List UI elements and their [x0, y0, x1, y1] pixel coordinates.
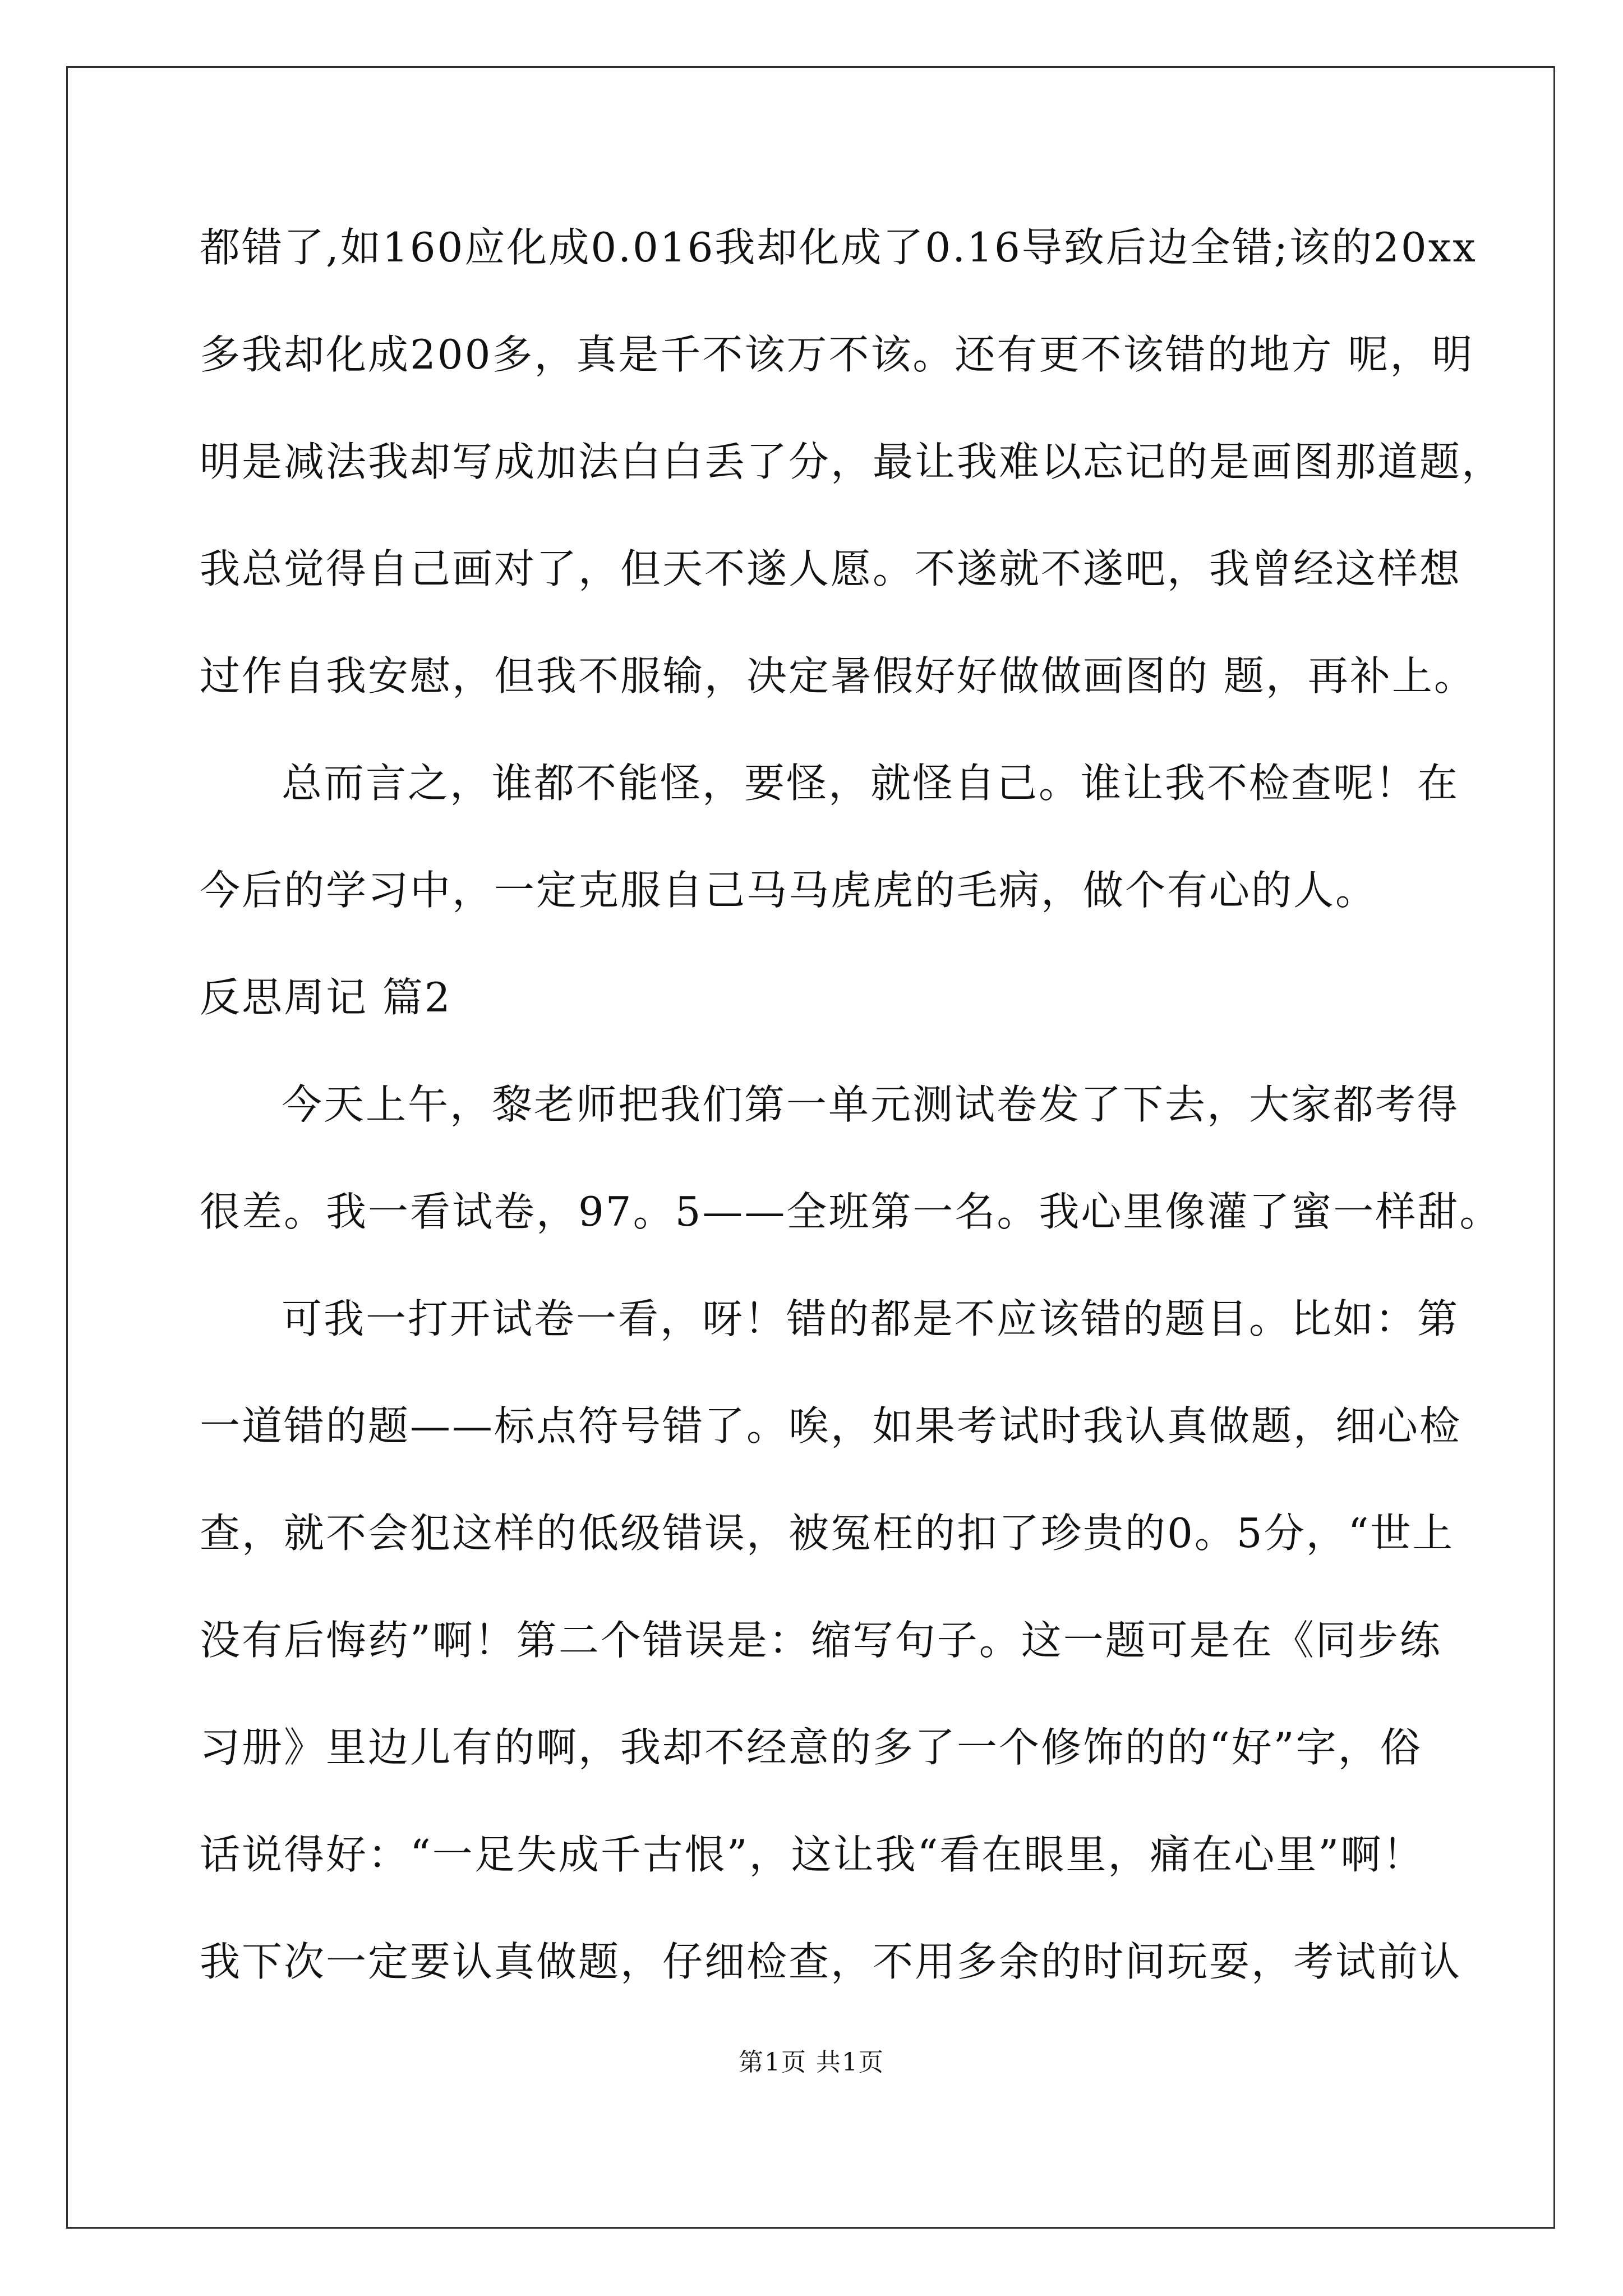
body-line: 我总觉得自己画对了，但天不遂人愿。不遂就不遂吧，我曾经这样想	[200, 545, 1462, 592]
body-line: 可我一打开试卷一看，呀！错的都是不应该错的题目。比如：第	[282, 1295, 1460, 1342]
document-body	[200, 224, 1504, 2049]
body-line: 都错了,如160应化成0.016我却化成了0.16导致后边全错;该的20xx	[200, 224, 1477, 271]
body-line: 我下次一定要认真做题，仔细检查，不用多余的时间玩耍，考试前认	[200, 1938, 1462, 1985]
body-line: 一道错的题——标点符号错了。唉，如果考试时我认真做题，细心检	[200, 1402, 1462, 1450]
body-line: 话说得好：“一足失成千古恨”，这让我“看在眼里，痛在心里”啊！	[200, 1831, 1425, 1878]
body-line: 总而言之，谁都不能怪，要怪，就怪自己。谁让我不检查呢！在	[282, 760, 1460, 807]
body-line: 习册》里边儿有的啊，我却不经意的多了一个修饰的的“好”字，俗	[200, 1724, 1422, 1771]
body-line: 今后的学习中，一定克服自己马马虎虎的毛病，做个有心的人。	[200, 867, 1378, 914]
body-line: 查，就不会犯这样的低级错误，被冤枉的扣了珍贵的0。5分，“世上	[200, 1510, 1455, 1557]
body-line: 明是减法我却写成加法白白丢了分，最让我难以忘记的是画图那道题，	[200, 438, 1504, 485]
page-footer: 第1页 共1页	[739, 2048, 884, 2077]
body-line: 没有后悔药”啊！第二个错误是：缩写句子。这一题可是在《同步练	[200, 1617, 1442, 1664]
body-line: 过作自我安慰，但我不服输，决定暑假好好做做画图的 题，再补上。	[200, 652, 1476, 700]
body-line: 很差。我一看试卷，97。5——全班第一名。我心里像灌了蜜一样甜。	[200, 1188, 1502, 1235]
section-heading: 反思周记 篇2	[200, 974, 452, 1021]
body-line: 多我却化成200多，真是千不该万不该。还有更不该错的地方 呢，明	[200, 331, 1474, 378]
body-line: 今天上午，黎老师把我们第一单元测试卷发了下去，大家都考得	[282, 1081, 1460, 1128]
